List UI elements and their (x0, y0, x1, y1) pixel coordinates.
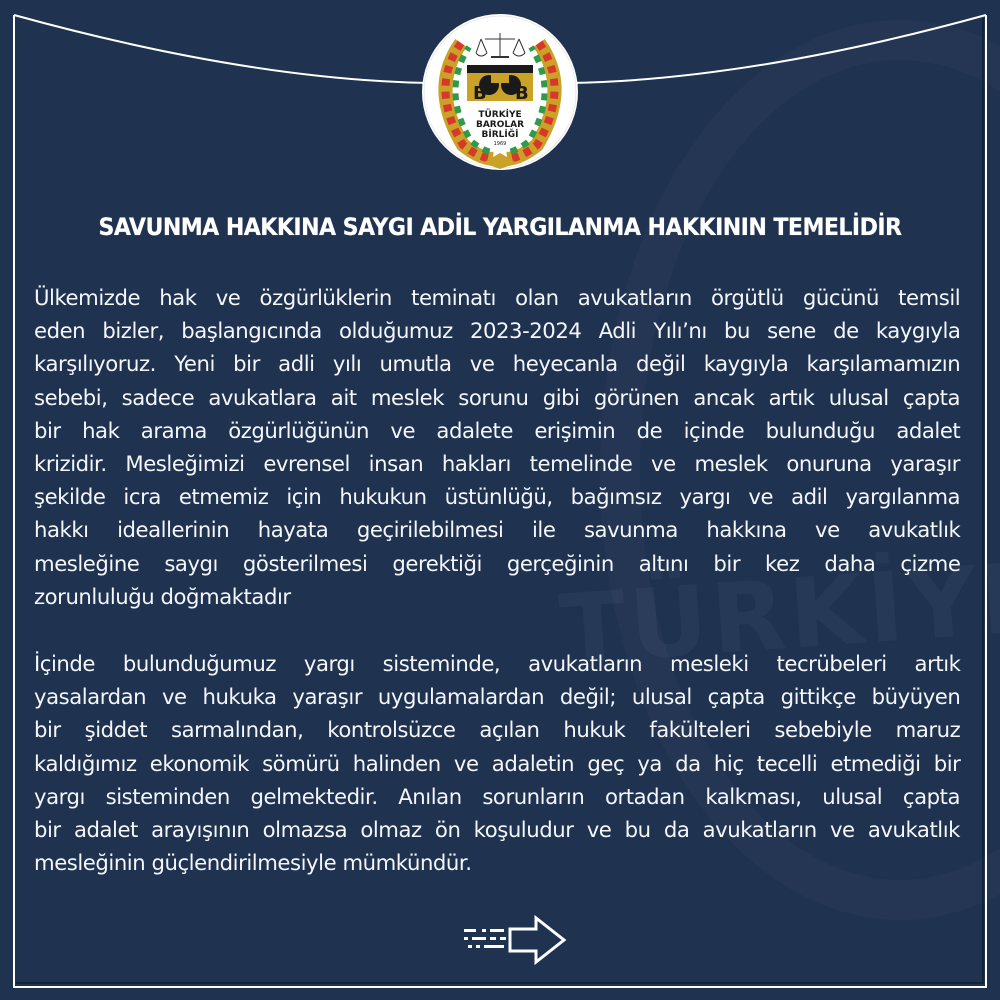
text-line: bir şiddet sarmalından, kontrolsüzce açılan hukuk fakülteleri sebebiyle maruz (34, 717, 961, 743)
text-line: krizidir. Mesleğimizi evrensel insan hakları temelinde ve meslek onuruna yaraşır (34, 450, 961, 476)
next-arrow-button[interactable] (462, 915, 574, 967)
text-line: şekilde icra etmemiz için hukukun üstünlüğü, bağımsız yargı ve adil yargılanma (34, 484, 961, 510)
text-line: mesleğine saygı gösterilmesi gerektiği gerçeğinin altını bir kez daha çizme (34, 550, 961, 576)
text-line: İçinde bulunduğumuz yargı sisteminde, avukatların mesleki tecrübeleri artık (34, 651, 961, 676)
logo-text-line2: BAROLAR (475, 120, 525, 130)
svg-text:B: B (473, 83, 487, 104)
text-line: mesleğinin güçlendirilmesiyle mümkündür. (34, 850, 472, 876)
text-line: hakkı ideallerinin hayata geçirilebilmesi ile savunma hakkına ve avukatlık (34, 517, 961, 543)
text-line: kaldığımız ekonomik sömürü halinden ve adaletin geç ya da hiç tecelli etmediği bir (34, 750, 961, 776)
text-line: bir hak arama özgürlüğünün ve adalete erişimin de içinde bulunduğu adalet (34, 417, 961, 443)
svg-text:B: B (515, 83, 529, 104)
text-line: karşılıyoruz. Yeni bir adli yılı umutla ve heyecanla değil kaygıyla karşılamamızın (34, 351, 961, 377)
paragraph-2 (34, 647, 960, 879)
logo-text-line3: BİRLİĞİ (481, 130, 519, 140)
text-line: eden bizler, başlangıcında olduğumuz 2023-2024 Adli Yılı’nı bu sene de kaygıyla (34, 318, 961, 344)
fast-forward-arrow-icon (462, 915, 574, 967)
logo-text-line1: TÜRKİYE (478, 110, 522, 120)
text-line: yasalardan ve hukuka yaraşır uygulamalardan değil; ulusal çapta gittikçe büyüyen (34, 684, 961, 710)
text-line: Ülkemizde hak ve özgürlüklerin teminatı olan avukatların örgütlü gücünü temsil (34, 285, 961, 310)
page-title: SAVUNMA HAKKINA SAYGI ADİL YARGILANMA HAKKININ TEMELİDİR (98, 213, 902, 241)
paragraph-1 (34, 281, 960, 613)
text-line: yargı sisteminden gelmektedir. Anılan sorunların ortadan kalkması, ulusal çapta (34, 783, 960, 809)
text-line: sebebi, sadece avukatlara ait meslek sorunu gibi görünen ancak artık ulusal çapta (34, 384, 960, 410)
text-line: zorunluluğu doğmaktadır (34, 583, 291, 609)
logo-year: 1969 (493, 141, 507, 147)
text-line: bir adalet arayışının olmazsa olmaz ön koşuludur ve bu da avukatların ve avukatlık (34, 816, 960, 842)
turkiye-barolar-birligi-logo (421, 13, 579, 171)
